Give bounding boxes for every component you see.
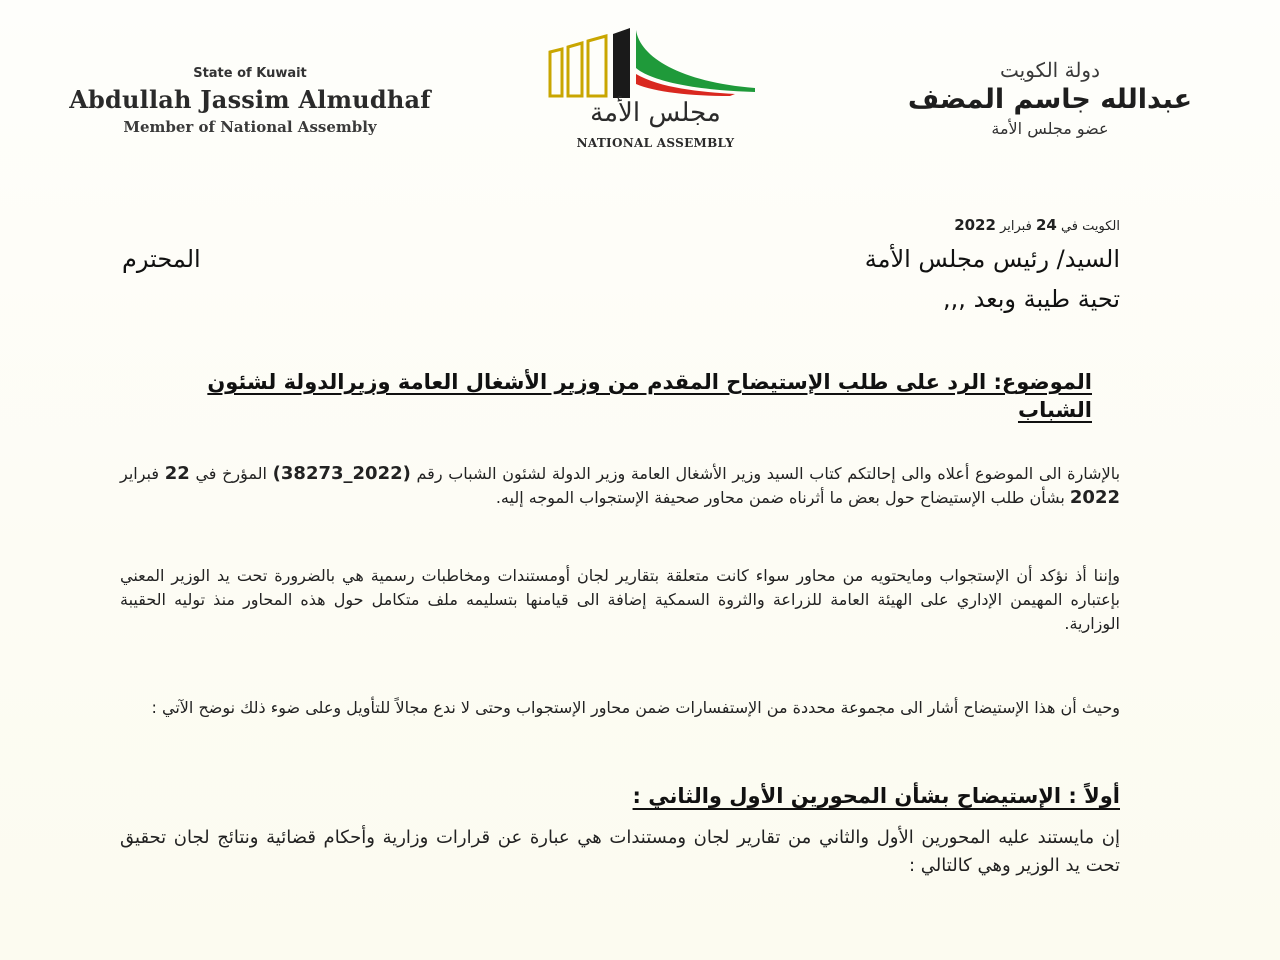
letterhead-arabic	[870, 58, 1230, 138]
section-heading-first: أولاً : الإستيضاح بشأن المحورين الأول والثاني :	[632, 784, 1120, 808]
national-assembly-logo	[540, 12, 770, 152]
greeting: تحية طيبة وبعد ,,,	[943, 285, 1120, 313]
logo-black-bar-icon	[613, 28, 630, 98]
paragraph1-text-a: بالإشارة الى الموضوع أعلاه والى إحالتكم كتاب السيد وزير الأشغال العامة وزير الدولة لشئون الشباب رقم	[416, 464, 1121, 483]
paragraph-interpellation: وإننا أذ نؤكد أن الإستجواب ومايحتويه من محاور سواء كانت متعلقة بتقارير لجان أومستندات ومخاطبات رسمية هي بالضرورة تحت يد الوزير المعني بإعتباره المهيمن الإداري على الهيئة العامة للزراعة والثروة السمكية إضافة الى قيامنها بتسليمه ملف متكامل حول هذه المحاور منذ توليه الحقيبة الوزارية.	[120, 566, 1120, 633]
letter-date	[954, 216, 1120, 234]
honorific: المحترم	[122, 245, 201, 273]
date-day: 24	[1035, 216, 1057, 234]
letterhead-title-en: Member of National Assembly	[123, 118, 377, 136]
logo-gold-frames-icon	[550, 36, 606, 96]
date-month: فبراير	[1000, 219, 1032, 234]
reference-year: 2022	[1069, 487, 1120, 508]
reference-day: 22	[164, 463, 190, 484]
letterhead-state-ar: دولة الكويت	[1000, 58, 1100, 82]
letterhead-state-en: State of Kuwait	[193, 66, 307, 81]
paragraph-reference	[120, 462, 1120, 510]
date-prefix: الكويت في	[1060, 219, 1120, 234]
date-year: 2022	[954, 216, 996, 234]
letterhead-name-en: Abdullah Jassim Almudhaf	[69, 85, 431, 114]
subject-line	[132, 368, 1092, 424]
reference-month: فبراير	[120, 464, 160, 483]
paragraph1-text-c: بشأن طلب الإستيضاح حول بعض ما أثرناه ضمن محاور صحيفة الإستجواب الموجه إليه.	[495, 488, 1065, 507]
reference-number: (2022_38273)	[272, 463, 411, 484]
letterhead-english	[10, 66, 490, 136]
logo-arabic-text: مجلس الأمة	[590, 98, 721, 128]
subject-text: الموضوع: الرد على طلب الإستيضاح المقدم من وزير الأشغال العامة وزيرالدولة لشئون الشباب	[207, 370, 1092, 422]
addressee: السيد/ رئيس مجلس الأمة	[864, 245, 1120, 273]
paragraph-clarification: وحيث أن هذا الإستيضاح أشار الى مجموعة محددة من الإستفسارات ضمن محاور الإستجواب وحتى لا ندع مجالاً للتأويل وعلى ضوء ذلك نوضح الآتي :	[151, 698, 1120, 717]
letterhead-name-ar: عبدالله جاسم المضف	[907, 84, 1193, 115]
letterhead-title-ar: عضو مجلس الأمة	[991, 119, 1109, 138]
logo-english-text: NATIONAL ASSEMBLY	[576, 136, 735, 150]
paragraph-axes: إن مايستند عليه المحورين الأول والثاني من تقارير لجان ومستندات هي عبارة عن قرارات وزارية وأحكام قضائية ونتائج لجان تحقيق تحت يد الوزير وهي كالتالي :	[120, 827, 1120, 876]
paragraph1-text-b: المؤرخ في	[195, 464, 267, 483]
